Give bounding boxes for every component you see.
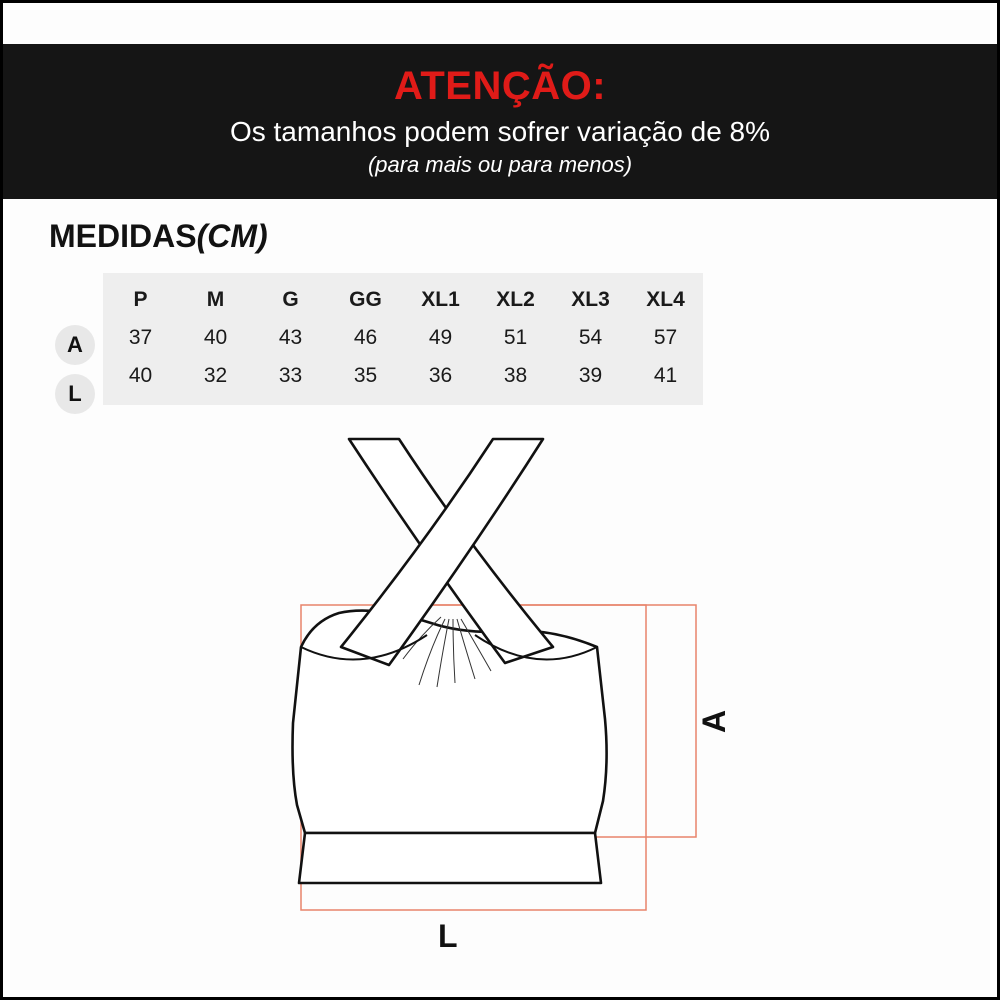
measures-heading <box>49 218 268 255</box>
top-body-outline <box>293 611 607 883</box>
col-header-m: M <box>206 288 225 311</box>
size-table <box>103 281 703 395</box>
attention-subtitle: Os tamanhos podem sofrer variação de 8% <box>229 115 771 147</box>
cell-l-xl3: 39 <box>578 364 603 387</box>
col-header-xl3: XL3 <box>571 288 610 311</box>
cell-l-g: 33 <box>278 364 303 387</box>
row-label-l: L <box>55 374 95 414</box>
cell-l-gg: 35 <box>353 364 378 387</box>
cell-a-xl4: 57 <box>653 326 678 349</box>
table-header-row <box>103 281 703 319</box>
cell-l-m: 32 <box>203 364 228 387</box>
attention-title: ATENÇÃO: <box>393 63 607 108</box>
cell-a-xl3: 54 <box>578 326 603 349</box>
attention-banner <box>3 44 997 199</box>
cell-l-xl2: 38 <box>503 364 528 387</box>
cell-a-m: 40 <box>203 326 228 349</box>
col-header-xl2: XL2 <box>496 288 535 311</box>
table-row <box>103 319 703 357</box>
cell-a-xl1: 49 <box>428 326 453 349</box>
dimension-label-l: L <box>438 918 458 954</box>
cell-a-gg: 46 <box>353 326 378 349</box>
col-header-g: G <box>282 288 299 311</box>
cell-l-xl1: 36 <box>428 364 453 387</box>
size-table-container <box>103 273 703 405</box>
garment-illustration <box>253 433 773 973</box>
col-header-xl4: XL4 <box>646 288 685 311</box>
cell-a-g: 43 <box>278 326 303 349</box>
col-header-p: P <box>133 288 148 311</box>
col-header-xl1: XL1 <box>421 288 460 311</box>
cell-l-p: 40 <box>128 364 153 387</box>
measures-heading-text: MEDIDAS <box>49 218 197 254</box>
measures-unit: (CM) <box>196 218 268 254</box>
attention-note: (para mais ou para menos) <box>367 152 633 178</box>
dimension-label-a: A <box>696 709 733 734</box>
cell-l-xl4: 41 <box>653 364 678 387</box>
col-header-gg: GG <box>349 288 382 311</box>
table-row <box>103 357 703 395</box>
row-label-a: A <box>55 325 95 365</box>
cell-a-p: 37 <box>128 326 153 349</box>
cell-a-xl2: 51 <box>503 326 528 349</box>
